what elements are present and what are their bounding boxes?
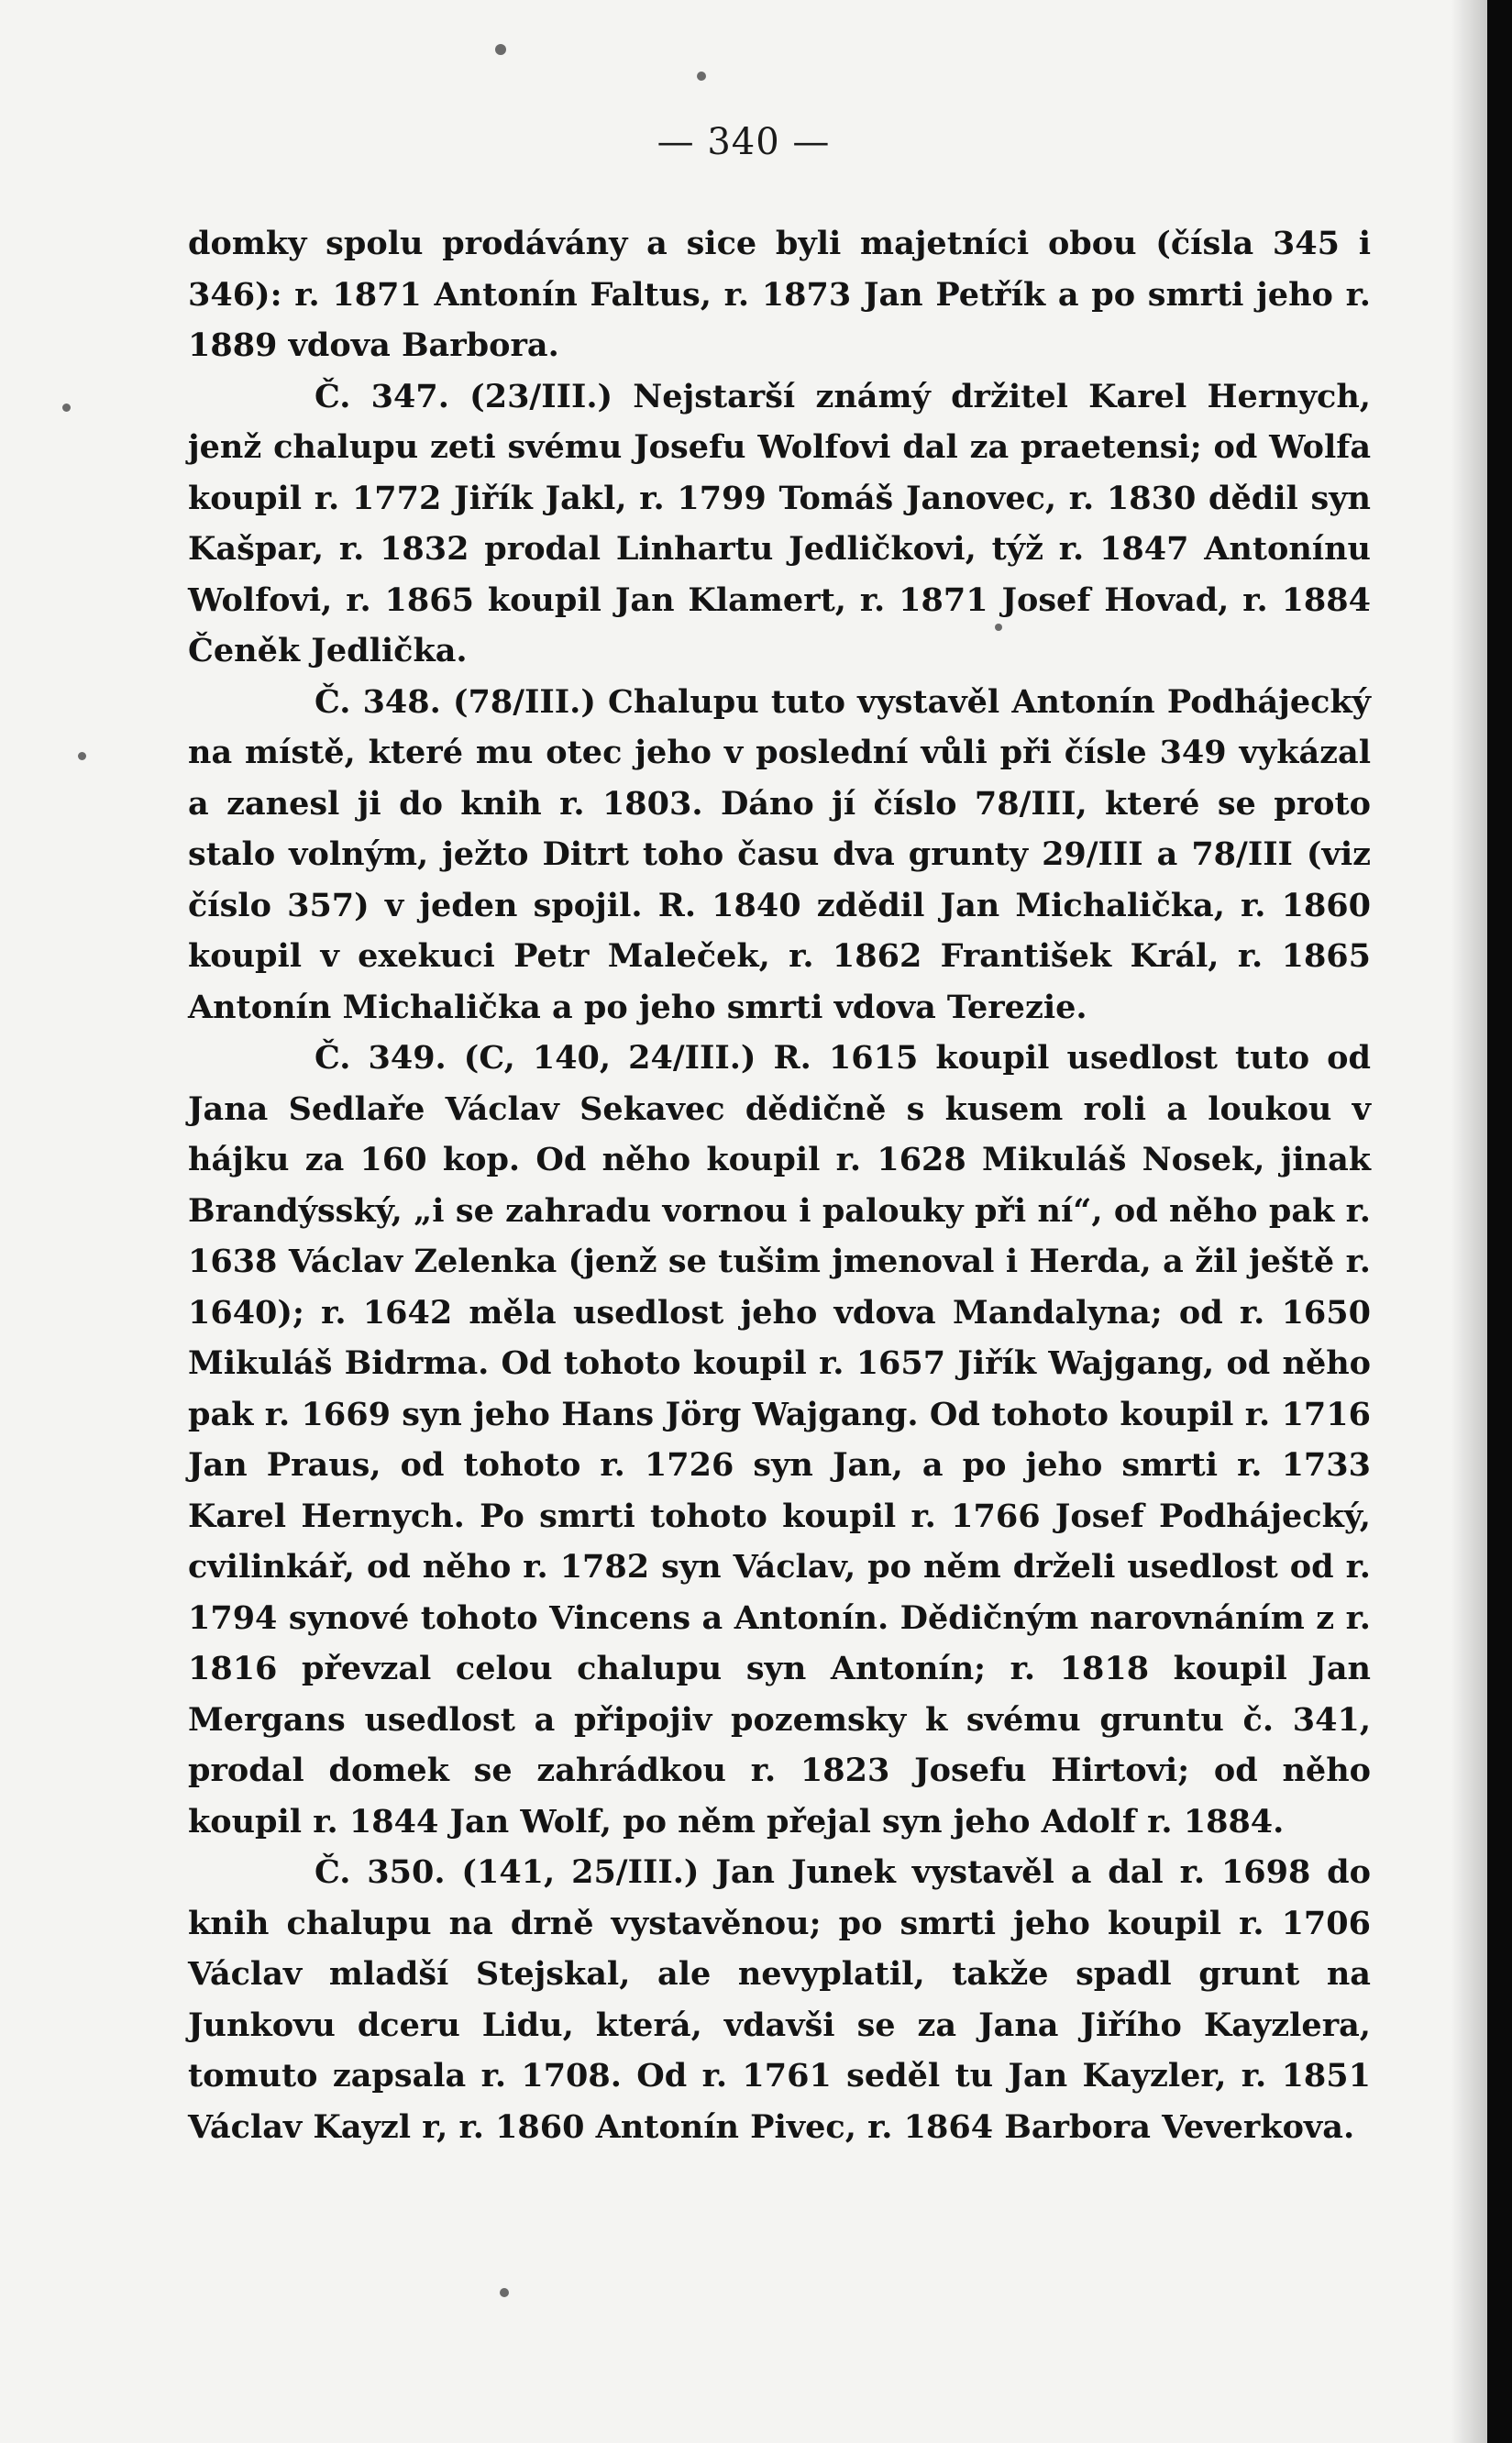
page-edge-shadow [1451,0,1487,2443]
paragraph-entry-349: Č. 349. (C, 140, 24/III.) R. 1615 koupil usedlost tuto od Jana Sedlaře Václav Sekavec dědičně s kusem roli a loukou v hájku za 160 kop. Od něho koupil r. 1628 Mikuláš Nosek, jinak Brandýsský, „i se zahradu vornou i palouky při ní“, od něho pak r. 1638 Václav Zelenka (jenž se tušim jmenoval i Herda, a žil ještě r. 1640); r. 1642 měla usedlost jeho vdova Mandalyna; od r. 1650 Mikuláš Bidrma. Od tohoto koupil r. 1657 Jiřík Wajgang, od něho pak r. 1669 syn jeho Hans Jörg Wajgang. Od tohoto koupil r. 1716 Jan Praus, od tohoto r. 1726 syn Jan, a po jeho smrti r. 1733 Karel Hernych. Po smrti tohoto koupil r. 1766 Josef Podhájecký, cvilinkář, od něho r. 1782 syn Václav, po něm drželi usedlost od r. 1794 synové tohoto Vincens a Antonín. Dědičným narovnáním z r. 1816 převzal celou chalupu syn Antonín; r. 1818 koupil Jan Mergans usedlost a připojiv pozemsky k svému gruntu č. 341, prodal domek se zahrádkou r. 1823 Josefu Hirtovi; od něho koupil r. 1844 Jan Wolf, po něm přejal syn jeho Adolf r. 1884. [188,1039,1371,1841]
paragraph-entry-347: Č. 347. (23/III.) Nejstarší známý držitel Karel Hernych, jenž chalupu zeti svému Josefu Wolfovi dal za praetensi; od Wolfa koupil r. 1772 Jiřík Jakl, r. 1799 Tomáš Janovec, r. 1830 dědil syn Kašpar, r. 1832 prodal Linhartu Jedličkovi, týž r. 1847 Antonínu Wolfovi, r. 1865 koupil Jan Klamert, r. 1871 Josef Hovad, r. 1884 Čeněk Jedlička. [188,377,1371,669]
dust-speck [500,2288,509,2297]
dust-speck [495,44,506,55]
page-number: — 340 — [657,121,831,163]
body-text [188,218,1371,2152]
dust-speck [62,403,71,412]
paragraph-continuation: domky spolu prodávány a sice byli majetníci obou (čísla 345 i 346): r. 1871 Antonín Faltus, r. 1873 Jan Petřík a po smrti jeho r. 1889 vdova Barbora. [188,225,1371,364]
dust-speck [697,72,706,81]
dust-speck [78,752,86,760]
paragraph-entry-348: Č. 348. (78/III.) Chalupu tuto vystavěl Antonín Podhájecký na místě, které mu otec jeho v poslední vůli při čísle 349 vykázal a zanesl ji do knih r. 1803. Dáno jí číslo 78/III, které se proto stalo volným, ježto Ditrt toho času dva grunty 29/III a 78/III (viz číslo 357) v jeden spojil. R. 1840 zdědil Jan Michalička, r. 1860 koupil v exekuci Petr Maleček, r. 1862 František Král, r. 1865 Antonín Michalička a po jeho smrti vdova Terezie. [188,682,1371,1026]
paragraph-entry-350: Č. 350. (141, 25/III.) Jan Junek vystavěl a dal r. 1698 do knih chalupu na drně vystavěnou; po smrti jeho koupil r. 1706 Václav mladší Stejskal, ale nevyplatil, takže spadl grunt na Junkovu dceru Lidu, která, vdavši se za Jana Jiřího Kayzlera, tomuto zapsala r. 1708. Od r. 1761 seděl tu Jan Kayzler, r. 1851 Václav Kayzl r, r. 1860 Antonín Pivec, r. 1864 Barbora Veverkova. [188,1853,1371,2146]
